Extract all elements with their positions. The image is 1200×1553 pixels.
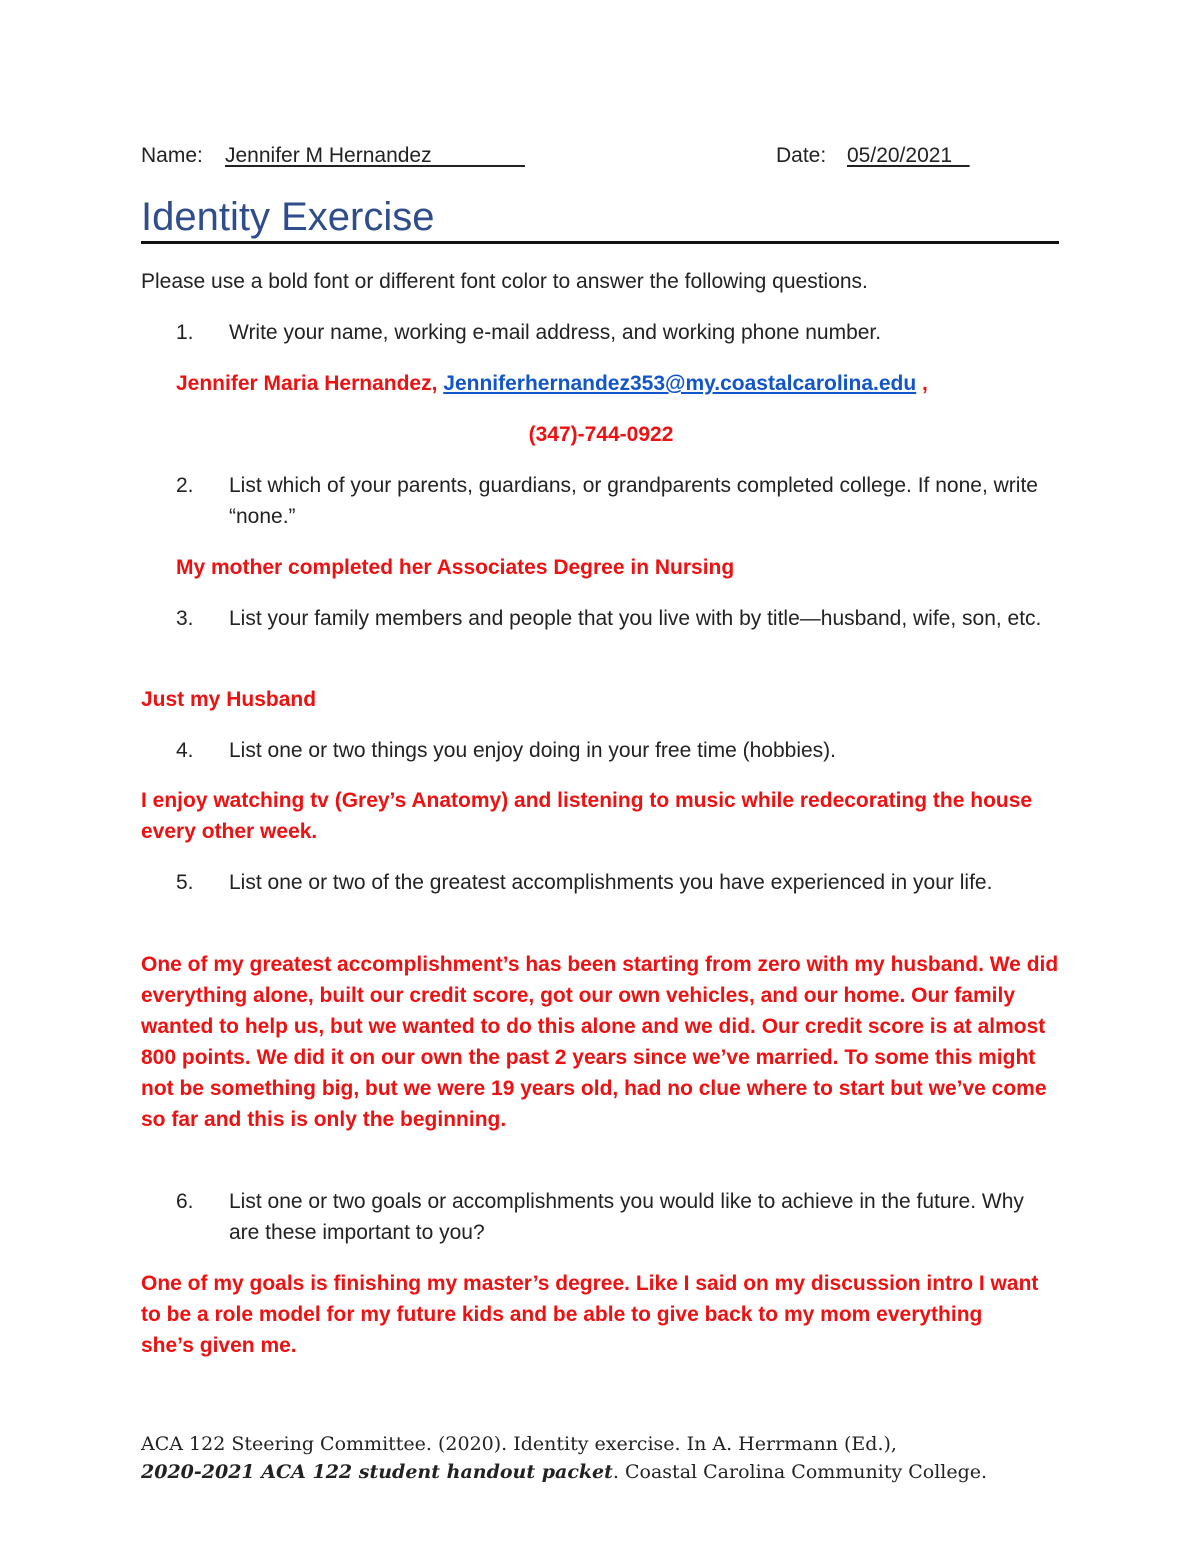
question-text: List one or two of the greatest accomplishments you have experienced in your life. — [229, 871, 993, 894]
question-text: Write your name, working e-mail address, and working phone number. — [229, 321, 882, 344]
instructions: Please use a bold font or different font color to answer the following questions. — [141, 270, 868, 293]
question-1 — [176, 317, 1056, 348]
question-6 — [176, 1186, 1056, 1248]
answer-1-line-1 — [176, 368, 928, 399]
answer-1-name: Jennifer Maria Hernandez, — [176, 372, 438, 395]
answer-2: My mother completed her Associates Degree in Nursing — [176, 556, 735, 579]
question-text: List your family members and people that you live with by title—husband, wife, son, etc. — [229, 607, 1042, 630]
question-number: 2. — [176, 474, 194, 497]
name-value: Jennifer M Hernandez — [225, 144, 525, 167]
answer-6: One of my goals is finishing my master’s degree. Like I said on my discussion intro I want to be a role model for my future kids and be able to give back to my mom everything she’s given me. — [141, 1272, 1039, 1357]
name-label: Name: — [141, 144, 203, 167]
question-number: 1. — [176, 321, 194, 344]
question-5 — [176, 867, 1056, 898]
page-title: Identity Exercise — [141, 195, 435, 239]
title-divider — [141, 241, 1059, 244]
question-number: 6. — [176, 1190, 194, 1213]
citation-footer — [141, 1430, 1081, 1486]
question-number: 5. — [176, 871, 194, 894]
answer-4: I enjoy watching tv (Grey’s Anatomy) and listening to music while redecorating the house every other week. — [141, 789, 1033, 843]
question-text: List which of your parents, guardians, or grandparents completed college. If none, write “none.” — [229, 474, 1038, 528]
question-number: 4. — [176, 739, 194, 762]
answer-1-phone: (347)-744-0922 — [528, 423, 674, 446]
question-text: List one or two things you enjoy doing in your free time (hobbies). — [229, 739, 837, 762]
citation-part-1: ACA 122 Steering Committee. (2020). Identity exercise. In A. Herrmann (Ed.), — [141, 1433, 897, 1455]
question-2 — [176, 470, 1056, 532]
answer-1-comma: , — [922, 372, 928, 395]
question-3 — [176, 603, 1056, 634]
answer-3: Just my Husband — [141, 688, 317, 711]
citation-part-2: . Coastal Carolina Community College. — [612, 1461, 988, 1483]
question-number: 3. — [176, 607, 194, 630]
citation-title: 2020-2021 ACA 122 student handout packet — [141, 1461, 613, 1483]
question-text: List one or two goals or accomplishments you would like to achieve in the future. Why are these important to you? — [229, 1190, 1024, 1244]
date-label: Date: — [776, 144, 827, 167]
email-link[interactable]: Jenniferhernandez353@my.coastalcarolina.edu — [443, 372, 917, 395]
date-value: 05/20/2021 — [847, 144, 970, 167]
answer-5: One of my greatest accomplishment’s has been starting from zero with my husband. We did everything alone, built our credit score, got our own vehicles, and our home. Our family wanted to help us, but we wanted to do this alone and we did. Our credit score is at almost 800 points. We did it on our own the past 2 years since we’ve married. To some this might not be something big, but we were 19 years old, had no clue where to start but we’ve come so far and this is only the beginning. — [141, 953, 1059, 1131]
question-4 — [176, 735, 1056, 766]
